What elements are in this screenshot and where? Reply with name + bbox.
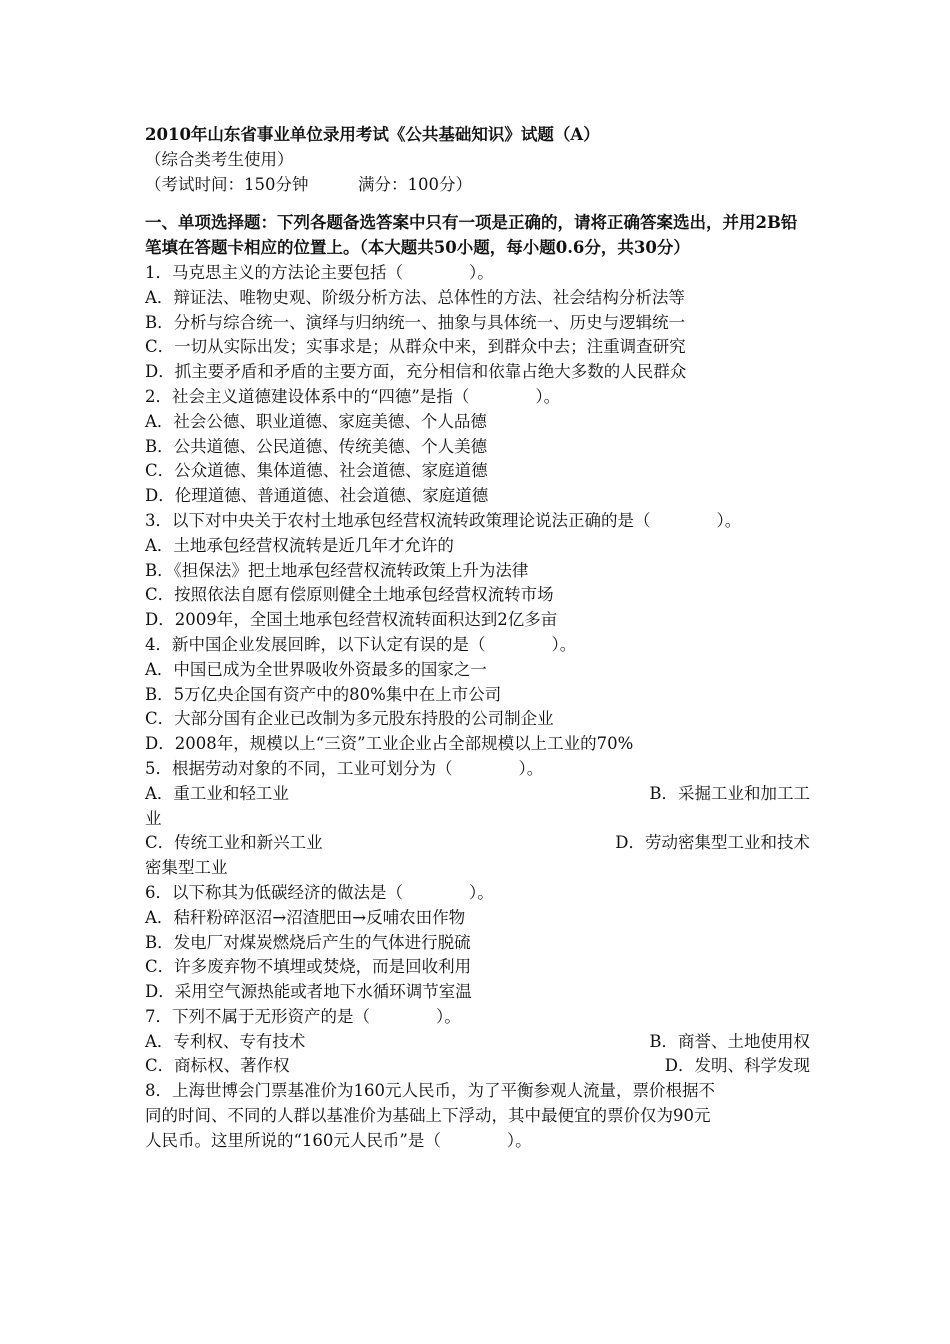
question-2-option-d: D．伦理道德、普通道德、社会道德、家庭道德 (145, 486, 489, 506)
question-6-option-d: D．采用空气源热能或者地下水循环调节室温 (145, 982, 472, 1002)
question-1-option-c: C．一切从实际出发；实事求是；从群众中来，到群众中去；注重调查研究 (145, 337, 686, 357)
question-8-stem-line-2: 同的时间、不同的人群以基准价为基础上下浮动，其中最便宜的票价仅为90元 (145, 1106, 711, 1126)
section-heading: 一、单项选择题：下列各题备选答案中只有一项是正确的，请将正确答案选出，并用2B铅笔填在答题卡相应的位置上。（本大题共50小题，每小题0.6分，共30分） (145, 213, 798, 258)
question-3-option-c: C．按照依法自愿有偿原则健全土地承包经营权流转市场 (145, 585, 554, 605)
subtitle: （综合类考生使用） (145, 149, 294, 169)
spacer (145, 197, 810, 211)
question-6-option-a: A．秸秆粉碎沤沼→沼渣肥田→反哺农田作物 (145, 907, 466, 927)
question-3-stem: 3．以下对中央关于农村土地承包经营权流转政策理论说法正确的是（ ）。 (145, 510, 742, 530)
question-5-option-a: A．重工业和轻工业 (145, 783, 289, 803)
question-5-row-cd (145, 831, 810, 856)
question-4-option-b: B．5万亿央企国有资产中的80%集中在上市公司 (145, 684, 502, 704)
question-8-stem-line-3: 人民币。这里所说的“160元人民币”是（ ）。 (145, 1130, 532, 1150)
question-7-row-ab (145, 1030, 810, 1055)
question-7-stem: 7．下列不属于无形资产的是（ ）。 (145, 1006, 461, 1026)
question-4-option-d: D．2008年，规模以上“三资”工业企业占全部规模以上工业的70% (145, 734, 634, 754)
question-7-option-b: B．商誉、土地使用权 (649, 1031, 810, 1051)
question-4-option-c: C．大部分国有企业已改制为多元股东持股的公司制企业 (145, 709, 554, 729)
question-5-row-ab (145, 782, 810, 807)
question-8-stem-line-1: 8．上海世博会门票基准价为160元人民币，为了平衡参观人流量，票价根据不 (145, 1081, 715, 1101)
page-title: 2010年山东省事业单位录用考试《公共基础知识》试题（A） (145, 125, 600, 144)
question-7-option-c: C．商标权、著作权 (145, 1056, 290, 1076)
question-6-option-b: B．发电厂对煤炭燃烧后产生的气体进行脱硫 (145, 932, 471, 952)
document-content (145, 123, 810, 1154)
question-2-option-a: A．社会公德、职业道德、家庭美德、个人品德 (145, 411, 487, 431)
question-5-option-c: C．传统工业和新兴工业 (145, 833, 323, 853)
question-1-option-b: B．分析与综合统一、演绎与归纳统一、抽象与具体统一、历史与逻辑统一 (145, 312, 686, 332)
question-7-option-d: D．发明、科学发现 (664, 1056, 810, 1076)
question-2-option-b: B．公共道德、公民道德、传统美德、个人美德 (145, 436, 488, 456)
question-4-option-a: A．中国已成为全世界吸收外资最多的国家之一 (145, 659, 487, 679)
question-7-option-a: A．专利权、专有技术 (145, 1031, 306, 1051)
question-3-option-d: D．2009年，全国土地承包经营权流转面积达到2亿多亩 (145, 610, 558, 630)
question-5-option-b-cont: 业 (145, 808, 162, 828)
question-4-stem: 4．新中国企业发展回眸，以下认定有误的是（ ）。 (145, 634, 577, 654)
question-5-option-b: B．采掘工业和加工工 (649, 783, 810, 803)
question-6-option-c: C．许多废弃物不填埋或焚烧，而是回收利用 (145, 957, 472, 977)
question-7-row-cd (145, 1054, 810, 1079)
exam-info: （考试时间：150分钟 满分：100分） (145, 174, 472, 194)
question-5-option-d-cont: 密集型工业 (145, 858, 228, 878)
question-6-stem: 6．以下称其为低碳经济的做法是（ ）。 (145, 882, 494, 902)
question-2-stem: 2．社会主义道德建设体系中的“四德”是指（ ）。 (145, 386, 561, 406)
question-1-option-d: D．抓主要矛盾和矛盾的主要方面，充分相信和依靠占绝大多数的人民群众 (145, 362, 687, 382)
question-5-option-d: D．劳动密集型工业和技术 (615, 833, 810, 853)
question-2-option-c: C．公众道德、集体道德、社会道德、家庭道德 (145, 461, 488, 481)
question-3-option-a: A．土地承包经营权流转是近几年才允许的 (145, 535, 454, 555)
question-1-option-a: A．辩证法、唯物史观、阶级分析方法、总体性的方法、社会结构分析法等 (145, 287, 685, 307)
question-3-option-b: B．《担保法》把土地承包经营权流转政策上升为法律 (145, 560, 529, 580)
question-1-stem: 1．马克思主义的方法论主要包括（ ）。 (145, 262, 494, 282)
question-5-stem: 5．根据劳动对象的不同，工业可划分为（ ）。 (145, 758, 544, 778)
